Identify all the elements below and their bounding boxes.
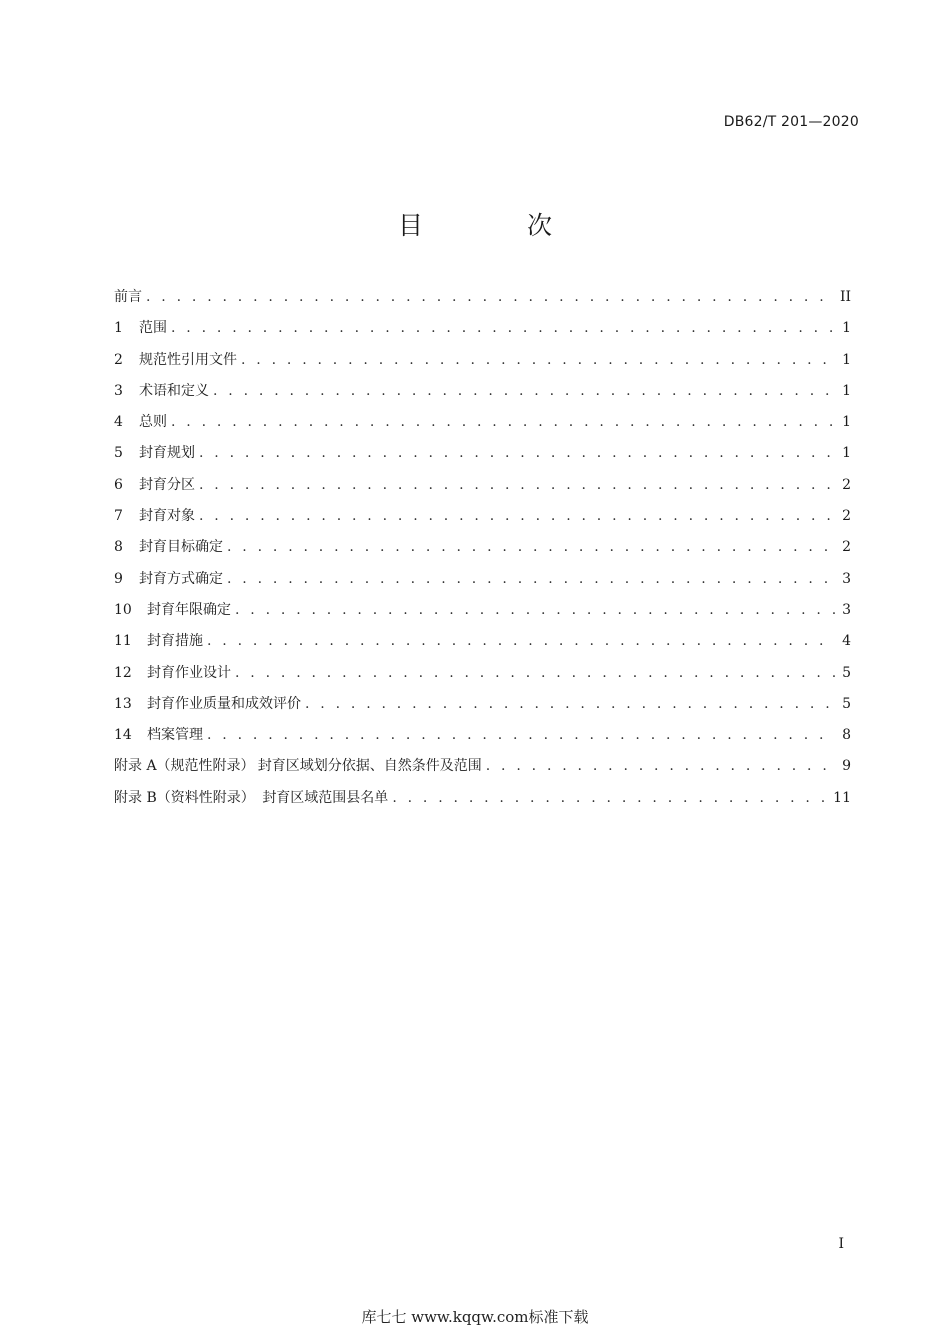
toc-entry-text: 封育方式确定 <box>139 570 223 587</box>
toc-entry-11[interactable] <box>114 630 851 661</box>
toc-entry-page: 5 <box>842 664 851 681</box>
toc-entry-page: 3 <box>842 570 851 587</box>
dot-leader <box>199 474 835 496</box>
toc-entry-number: 14 <box>114 727 132 744</box>
toc-entry-text: 封育年限确定 <box>147 601 231 618</box>
toc-entry-page: 1 <box>842 320 851 337</box>
toc-entry-10[interactable] <box>114 599 851 630</box>
dot-leader <box>199 442 835 464</box>
doc-code: DB62/T 201—2020 <box>723 114 859 130</box>
dot-leader <box>146 286 835 308</box>
toc-entry-page: 9 <box>842 758 851 775</box>
dot-leader <box>241 349 835 371</box>
toc-entry-text: 规范性引用文件 <box>139 351 237 368</box>
toc-entry-6[interactable] <box>114 474 851 505</box>
dot-leader <box>235 662 835 684</box>
toc-entry-text: 总则 <box>139 414 167 431</box>
dot-leader <box>207 724 835 746</box>
dot-leader <box>486 755 835 777</box>
footer-watermark: 库七七 www.kqqw.com标准下载 <box>361 1308 589 1326</box>
dot-leader <box>227 536 835 558</box>
dot-leader <box>207 630 835 652</box>
toc-entry-page: 11 <box>833 789 851 806</box>
toc-entry-number: 11 <box>114 633 132 650</box>
toc-entry-page: 2 <box>842 508 851 525</box>
toc-entry-page: 5 <box>842 695 851 712</box>
toc-entry-page: 4 <box>842 633 851 650</box>
dot-leader <box>227 568 835 590</box>
toc-entry-text: 封育区域划分依据、自然条件及范围 <box>257 758 482 775</box>
toc-entry-number: 5 <box>114 445 123 462</box>
toc-entry-text: 封育区域范围县名单 <box>262 789 389 806</box>
toc-entry-12[interactable] <box>114 662 851 693</box>
dot-leader <box>235 599 835 621</box>
toc-entry-text: 前言 <box>114 289 142 305</box>
toc-entry-number: 9 <box>114 570 123 587</box>
toc-entry-number: 10 <box>114 601 132 618</box>
page-title: 目 次 <box>398 211 600 240</box>
toc-entry-appendix-b[interactable] <box>114 787 851 818</box>
toc-entry-3[interactable] <box>114 380 851 411</box>
table-of-contents <box>114 286 851 818</box>
toc-entry-page: 8 <box>842 727 851 744</box>
toc-entry-page: 1 <box>842 382 851 399</box>
toc-entry-number: 3 <box>114 382 123 399</box>
toc-entry-number: 13 <box>114 695 132 712</box>
appendix-label: 附录 A（规范性附录） <box>114 758 255 775</box>
toc-entry-text: 封育作业设计 <box>147 664 231 681</box>
toc-entry-page: 1 <box>842 414 851 431</box>
toc-entry-foreword[interactable] <box>114 286 851 317</box>
toc-entry-4[interactable] <box>114 411 851 442</box>
toc-entry-text: 封育作业质量和成效评价 <box>147 695 301 712</box>
toc-entry-page: 3 <box>842 601 851 618</box>
toc-entry-number: 12 <box>114 664 132 681</box>
toc-entry-text: 封育措施 <box>147 633 203 650</box>
toc-entry-text: 封育对象 <box>139 508 195 525</box>
toc-entry-number: 8 <box>114 539 123 556</box>
toc-entry-8[interactable] <box>114 536 851 567</box>
toc-entry-page: 1 <box>842 445 851 462</box>
page-number: I <box>838 1236 844 1252</box>
toc-entry-number: 2 <box>114 351 123 368</box>
toc-entry-number: 4 <box>114 414 123 431</box>
toc-entry-appendix-a[interactable] <box>114 755 851 786</box>
toc-entry-14[interactable] <box>114 724 851 755</box>
toc-entry-text: 封育目标确定 <box>139 539 223 556</box>
toc-entry-13[interactable] <box>114 693 851 724</box>
toc-entry-page: 2 <box>842 476 851 493</box>
toc-entry-page: II <box>839 289 851 305</box>
dot-leader <box>392 787 829 809</box>
toc-entry-5[interactable] <box>114 442 851 473</box>
dot-leader <box>199 505 835 527</box>
toc-entry-number: 1 <box>114 320 123 337</box>
toc-entry-2[interactable] <box>114 349 851 380</box>
toc-entry-text: 封育规划 <box>139 445 195 462</box>
toc-entry-1[interactable] <box>114 317 851 348</box>
toc-entry-page: 1 <box>842 351 851 368</box>
toc-entry-9[interactable] <box>114 568 851 599</box>
toc-entry-7[interactable] <box>114 505 851 536</box>
toc-entry-number: 7 <box>114 508 123 525</box>
dot-leader <box>213 380 835 402</box>
toc-entry-text: 范围 <box>139 320 167 337</box>
dot-leader <box>171 317 835 339</box>
toc-entry-number: 6 <box>114 476 123 493</box>
toc-entry-text: 封育分区 <box>139 476 195 493</box>
toc-entry-text: 档案管理 <box>147 727 203 744</box>
dot-leader <box>171 411 835 433</box>
dot-leader <box>305 693 835 715</box>
toc-entry-text: 术语和定义 <box>139 382 209 399</box>
appendix-label: 附录 B（资料性附录） <box>114 789 255 806</box>
toc-entry-page: 2 <box>842 539 851 556</box>
